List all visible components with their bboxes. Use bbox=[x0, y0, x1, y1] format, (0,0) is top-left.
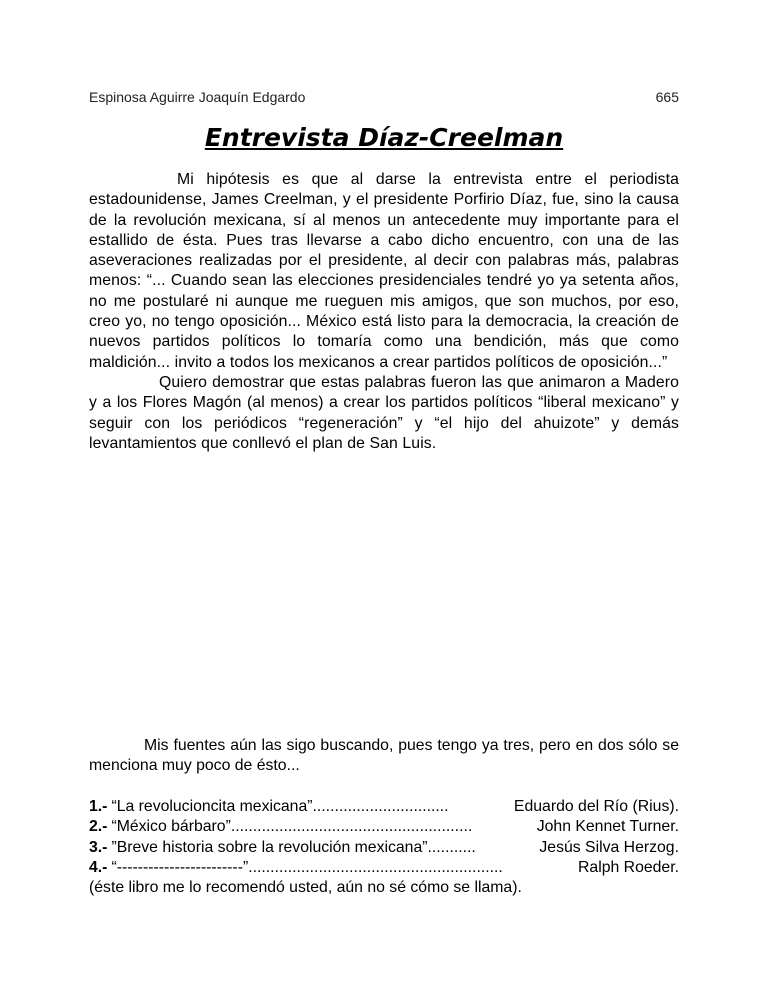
reference-item bbox=[89, 838, 679, 858]
paragraph-hypothesis: Mi hipótesis es que al darse la entrevista entre el periodista estadounidense, James Creelman, y el presidente Porfirio Díaz, fue, sino la causa de la revolución mexicana, sí al menos un antecedente muy importante para el estallido de ésta. Pues tras llevarse a cabo dicho encuentro, con una de las aseveraciones realizadas por el presidente, al decir con palabras más, palabras menos: “... Cuando sean las elecciones presidenciales tendré yo ya setenta años, no me postularé ni aunque me rueguen mis amigos, que son muchos, por eso, creo yo, no tengo oposición... México está listo para la democracia, la creación de nuevos partidos políticos lo tomaría como una bendición, más que como maldición... invito a todos los mexicanos a crear partidos políticos de oposición...” bbox=[89, 171, 679, 371]
reference-author: Eduardo del Río (Rius). bbox=[513, 798, 679, 815]
reference-note: (éste libro me lo recomendó usted, aún no sé cómo se llama). bbox=[89, 879, 522, 897]
reference-leader-dots: ........... bbox=[427, 838, 476, 856]
reference-title: “La revolucioncita mexicana” bbox=[111, 798, 313, 815]
document-title: Entrevista Díaz-Creelman bbox=[204, 123, 564, 152]
reference-title: “------------------------” bbox=[111, 858, 249, 876]
reference-number: 4.- bbox=[89, 858, 108, 876]
references-list bbox=[89, 797, 679, 898]
reference-author: Jesús Silva Herzog. bbox=[539, 838, 679, 856]
reference-number: 3.- bbox=[89, 838, 108, 856]
reference-leader-dots: ....................................................... bbox=[230, 818, 473, 836]
document-page bbox=[89, 0, 679, 994]
reference-item bbox=[89, 797, 679, 817]
reference-author: Ralph Roeder. bbox=[578, 858, 679, 876]
reference-title: ”Breve historia sobre la revolución mexicana” bbox=[111, 838, 428, 856]
reference-leader-dots: .......................................................... bbox=[248, 858, 503, 876]
page-header bbox=[89, 89, 679, 105]
body-text bbox=[89, 170, 679, 454]
reference-item bbox=[89, 817, 679, 837]
reference-leader-dots: ............................... bbox=[312, 798, 449, 815]
sources-section bbox=[89, 736, 679, 777]
reference-number: 1.- bbox=[89, 798, 108, 815]
reference-number: 2.- bbox=[89, 818, 108, 836]
paragraph-objective: Quiero demostrar que estas palabras fueron las que animaron a Madero y a los Flores Magón (al menos) a crear los partidos políticos “liberal mexicano” y seguir con los periódicos “regeneración” y “el hijo del ahuizote” y demás levantamientos que conllevó el plan de San Luis. bbox=[89, 373, 679, 452]
reference-item bbox=[89, 858, 679, 878]
reference-author: John Kennet Turner. bbox=[536, 818, 679, 836]
header-author: Espinosa Aguirre Joaquín Edgardo bbox=[89, 89, 306, 105]
reference-title: “México bárbaro” bbox=[111, 818, 231, 836]
sources-intro: Mis fuentes aún las sigo buscando, pues tengo ya tres, pero en dos sólo se menciona muy poco de ésto... bbox=[89, 737, 679, 775]
header-page-number: 665 bbox=[655, 89, 679, 105]
